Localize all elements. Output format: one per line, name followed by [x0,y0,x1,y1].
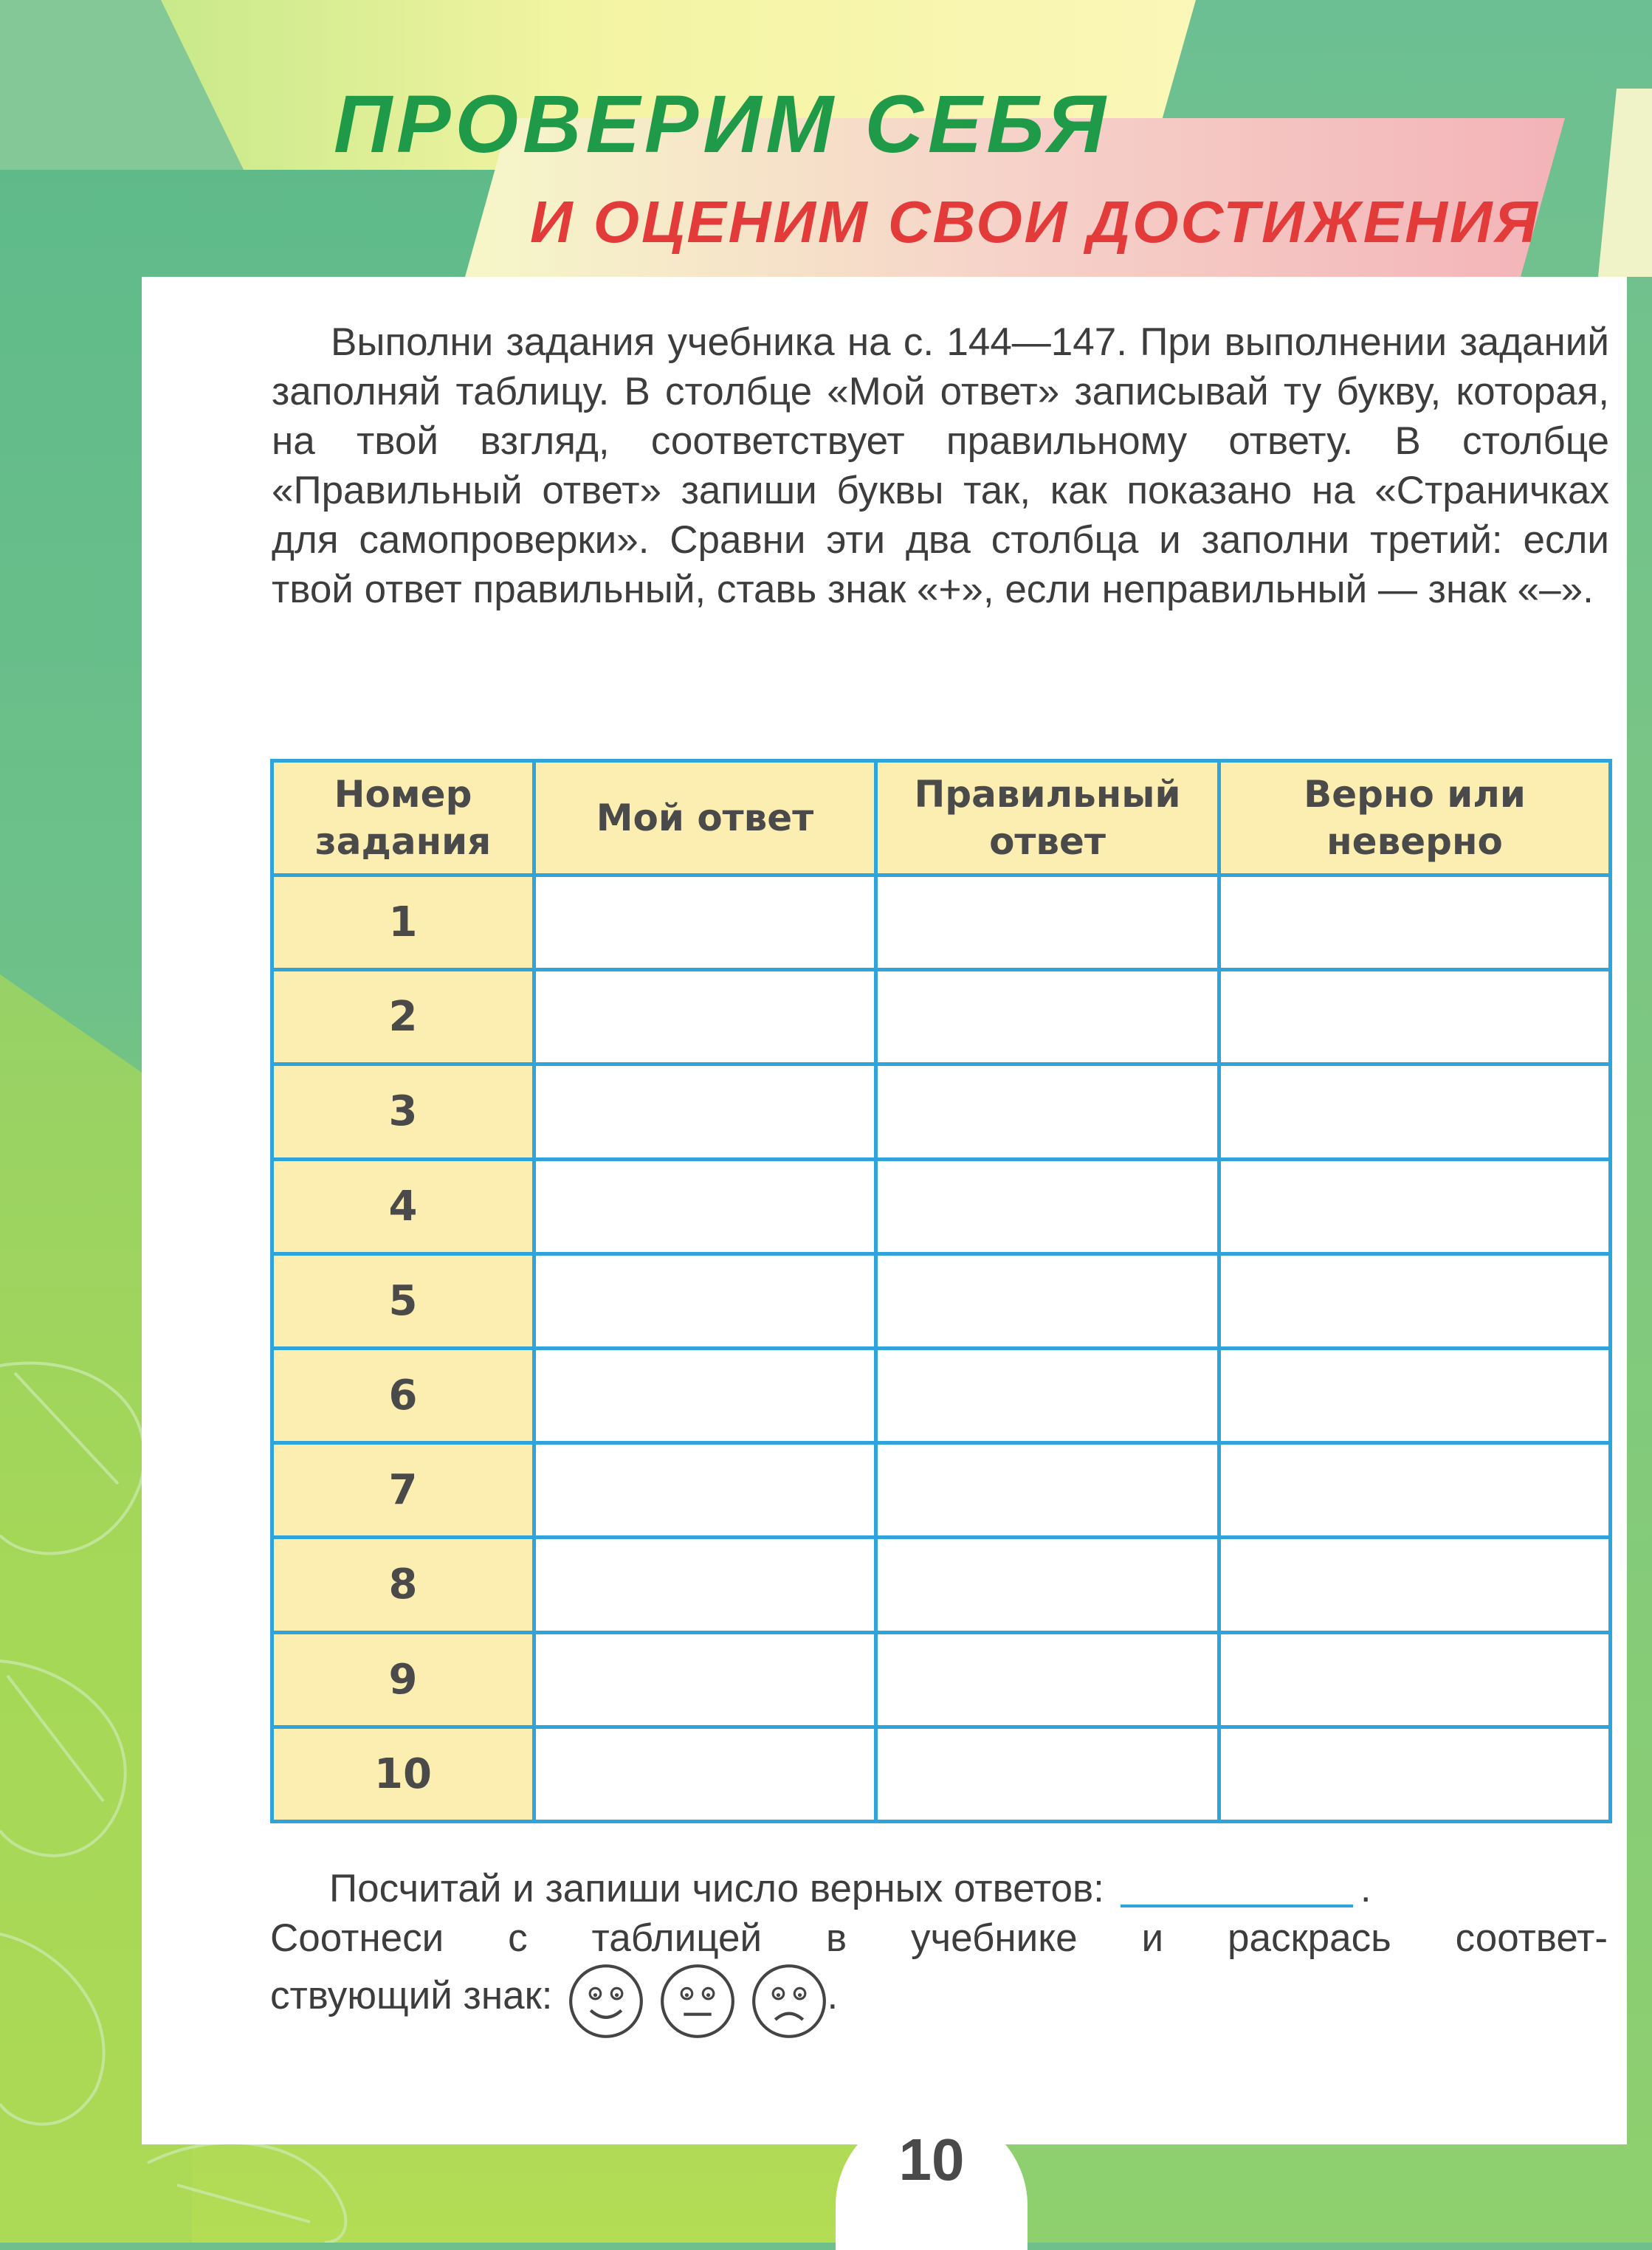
correct-answer-cell[interactable] [876,1159,1219,1253]
sign-prompt: ствующий знак: [270,1974,553,2017]
correct-answer-cell[interactable] [876,970,1219,1064]
my-answer-cell[interactable] [534,1538,876,1632]
right-or-wrong-cell[interactable] [1219,875,1611,970]
task-number-cell: 7 [272,1443,534,1538]
correct-answer-cell[interactable] [876,1443,1219,1538]
correct-answer-cell[interactable] [876,1348,1219,1442]
count-prompt: Посчитай и запиши число верных ответов: [329,1867,1104,1910]
neutral-face-icon[interactable] [659,1963,736,2040]
smiling-face-icon[interactable] [568,1963,644,2040]
correct-answer-cell[interactable] [876,875,1219,970]
count-line [270,1864,1608,1913]
table-row [272,1632,1611,1727]
header-right-or-wrong: Верно или неверно [1219,761,1611,875]
table-row [272,1064,1611,1159]
right-or-wrong-cell[interactable] [1219,1064,1611,1159]
right-or-wrong-cell[interactable] [1219,1443,1611,1538]
table-row [272,1727,1611,1821]
my-answer-cell[interactable] [534,1348,876,1442]
header-my-answer: Мой ответ [534,761,876,875]
my-answer-cell[interactable] [534,970,876,1064]
task-number-cell: 8 [272,1538,534,1632]
table-row [272,875,1611,970]
my-answer-cell[interactable] [534,1253,876,1348]
task-number-cell: 6 [272,1348,534,1442]
table-row [272,1443,1611,1538]
sad-face-icon[interactable] [751,1963,827,2040]
right-or-wrong-cell[interactable] [1219,1348,1611,1442]
right-or-wrong-cell[interactable] [1219,1159,1611,1253]
table-row [272,1538,1611,1632]
task-number-cell: 9 [272,1632,534,1727]
header-correct-answer: Правильный ответ [876,761,1219,875]
correct-answer-cell[interactable] [876,1253,1219,1348]
task-number-cell: 4 [272,1159,534,1253]
correct-answer-cell[interactable] [876,1632,1219,1727]
task-number-cell: 2 [272,970,534,1064]
my-answer-cell[interactable] [534,1064,876,1159]
table-row [272,1348,1611,1442]
my-answer-cell[interactable] [534,1727,876,1821]
table-row [272,1159,1611,1253]
correct-answer-cell[interactable] [876,1727,1219,1821]
answer-count-blank[interactable] [1121,1905,1353,1907]
page-number: 10 [898,2127,965,2192]
table-row [272,970,1611,1064]
sign-end: . [827,1974,839,2017]
task-number-cell: 1 [272,875,534,970]
right-or-wrong-cell[interactable] [1219,1253,1611,1348]
task-number-cell: 3 [272,1064,534,1159]
self-check-table [270,759,1612,1823]
page-title: ПРОВЕРИМ СЕБЯ [334,79,1110,170]
right-or-wrong-cell[interactable] [1219,1632,1611,1727]
correct-answer-cell[interactable] [876,1538,1219,1632]
page-subtitle: И ОЦЕНИМ СВОИ ДОСТИЖЕНИЯ [530,189,1540,255]
task-number-cell: 10 [272,1727,534,1821]
instructions-text: Выполни задания учебника на с. 144—147. При выполнении заданий заполняй таблицу. В столбце «Мой ответ» записывай ту букву, которая, на твой взгляд, соответствует правильному ответу. В столбце «Правильный ответ» запиши буквы так, как показано на «Страничках для самопроверки». Сравни эти два столбца и заполни третий: если твой ответ правильный, ставь знак «+», если неправильный — знак «–». [272,320,1609,611]
right-or-wrong-cell[interactable] [1219,970,1611,1064]
table-header-row [272,761,1611,875]
footer-instructions [270,1864,1608,2019]
correct-answer-cell[interactable] [876,1064,1219,1159]
compare-line: Соотнеси с таблицей в учебнике и раскрась соответ- [270,1916,1608,1960]
task-number-cell: 5 [272,1253,534,1348]
header-task-number: Номер задания [272,761,534,875]
right-or-wrong-cell[interactable] [1219,1538,1611,1632]
right-or-wrong-cell[interactable] [1219,1727,1611,1821]
sign-line [270,1974,838,2017]
my-answer-cell[interactable] [534,1159,876,1253]
my-answer-cell[interactable] [534,1632,876,1727]
my-answer-cell[interactable] [534,1443,876,1538]
count-end: . [1360,1867,1371,1910]
my-answer-cell[interactable] [534,875,876,970]
table-row [272,1253,1611,1348]
